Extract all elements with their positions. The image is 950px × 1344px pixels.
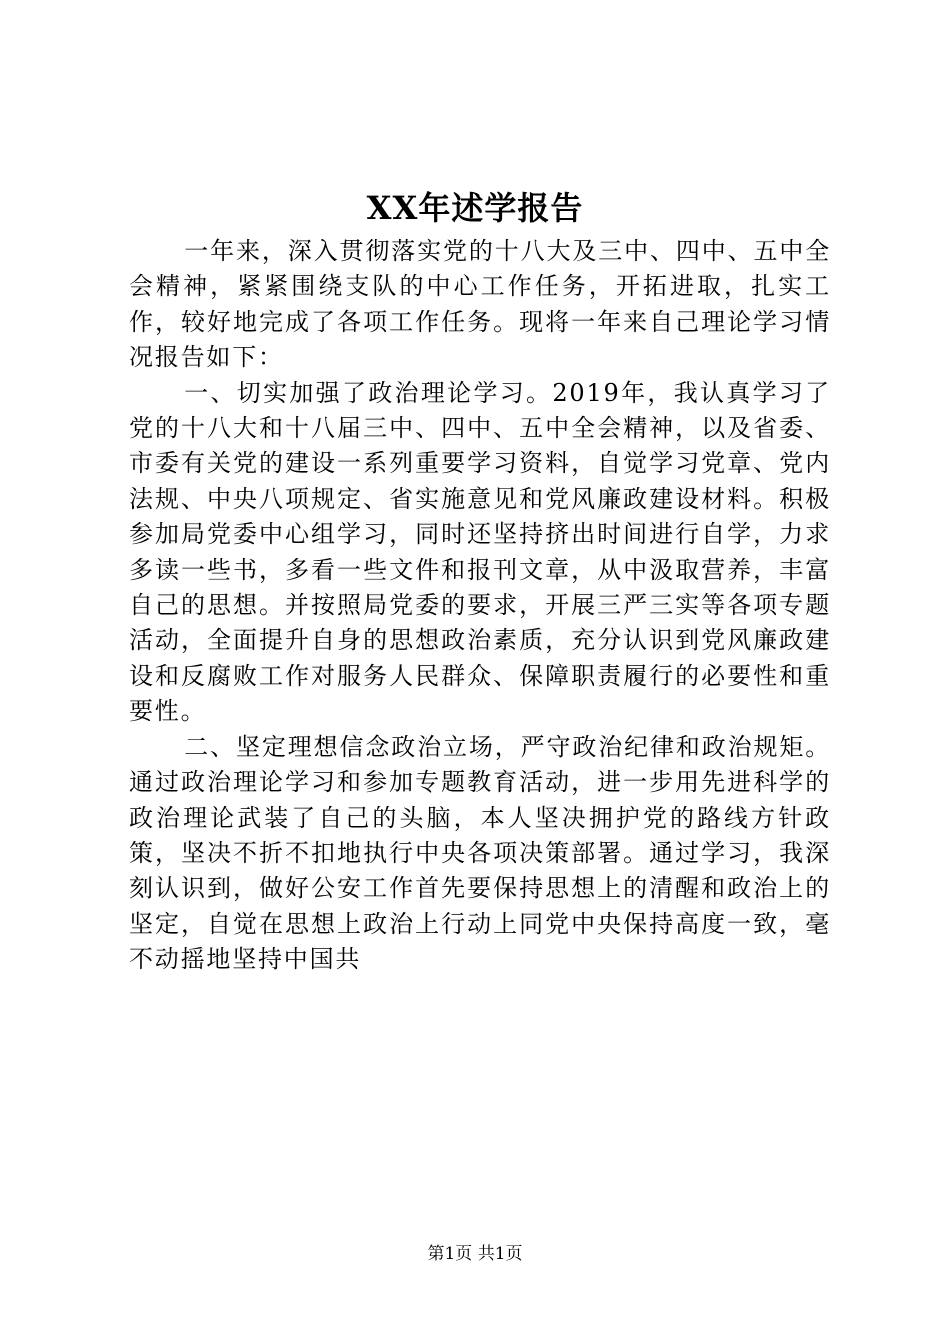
document-body xyxy=(129,234,831,978)
page-number-footer: 第1页 共1页 xyxy=(427,1244,523,1264)
paragraph-ideals-discipline: 二、坚定理想信念政治立场，严守政治纪律和政治规矩。通过政治理论学习和参加专题教育活动，进一步用先进科学的政治理论武装了自己的头脑，本人坚决拥护党的路线方针政策，坚决不折不扣地执行中央各项决策部署。通过学习，我深刻认识到，做好公安工作首先要保持思想上的清醒和政治上的坚定，自觉在思想上政治上行动上同党中央保持高度一致，毫不动摇地坚持中国共 xyxy=(129,732,831,974)
paragraph-political-study: 一、切实加强了政治理论学习。2019年，我认真学习了党的十八大和十八届三中、四中、五中全会精神，以及省委、市委有关党的建设一系列重要学习资料，自觉学习党章、党内法规、中央八项规定、省实施意见和党风廉政建设材料。积极参加局党委中心组学习，同时还坚持挤出时间进行自学，力求多读一些书，多看一些文件和报刊文章，从中汲取营养，丰富自己的思想。并按照局党委的要求，开展三严三实等各项专题活动，全面提升自身的思想政治素质，充分认识到党风廉政建设和反腐败工作对服务人民群众、保障职责履行的必要性和重要性。 xyxy=(129,378,831,726)
document-title: XX年述学报告 xyxy=(366,189,584,227)
paragraph-intro: 一年来，深入贯彻落实党的十八大及三中、四中、五中全会精神，紧紧围绕支队的中心工作任务，开拓进取，扎实工作，较好地完成了各项工作任务。现将一年来自己理论学习情况报告如下： xyxy=(129,237,831,372)
